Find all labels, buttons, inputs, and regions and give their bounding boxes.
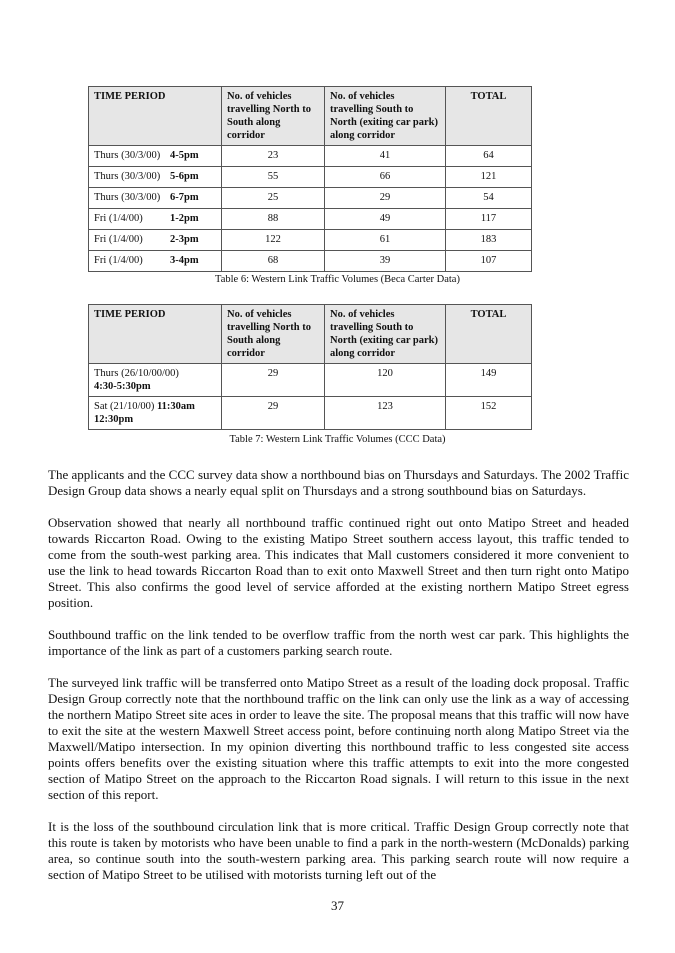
header-north-to-south: No. of vehicles travelling North to South along corridor bbox=[222, 87, 325, 146]
total-count: 54 bbox=[446, 188, 532, 209]
paragraph: It is the loss of the southbound circulation link that is more critical. Traffic Design Group correctly note that this route is taken by motorists who have been unable to find a park in the north-western (McDonalds) parking area, so continue south into the south-western parking area. This parking search route will now require a section of Matipo Street to be utilised with motorists turning left out of the bbox=[48, 819, 629, 882]
time-period-cell bbox=[89, 397, 222, 430]
time-period-cell bbox=[89, 209, 222, 230]
day-label: Sat (21/10/00) bbox=[94, 401, 155, 412]
header-north-to-south: No. of vehicles travelling North to South along corridor bbox=[222, 305, 325, 364]
time-label: 1-2pm bbox=[170, 213, 199, 224]
table-row bbox=[89, 188, 532, 209]
time-label: 11:30am 12:30pm bbox=[94, 401, 195, 425]
day-label: Thurs (30/3/00) bbox=[94, 150, 161, 161]
paragraph: Southbound traffic on the link tended to be overflow traffic from the north west car park. This highlights the importance of the link as part of a customers parking search route. bbox=[48, 627, 629, 658]
table-header-row bbox=[89, 305, 532, 364]
time-period-cell bbox=[89, 188, 222, 209]
day-label: Fri (1/4/00) bbox=[94, 234, 143, 245]
day-label: Fri (1/4/00) bbox=[94, 213, 143, 224]
total-count: 183 bbox=[446, 230, 532, 251]
day-label: Thurs (26/10/00/00) bbox=[94, 368, 179, 379]
paragraph: The surveyed link traffic will be transferred onto Matipo Street as a result of the loading dock proposal. Traffic Design Group correctly note that the northbound traffic on the link can only use the link as a way of accessing the northern Matipo Street site aces in order to leave the site. The proposal means that this traffic will now have to exit the site at the western Maxwell Street access point, before continuing north along Matipo Street via the Maxwell/Matipo intersection. In my opinion diverting this northbound traffic to less congested site access points offers benefits over the existing situation where this traffic attempts to exit into the more congested section of Matipo Street on the approach to the Riccarton Road signals. I will return to this issue in the next section of this report. bbox=[48, 675, 629, 802]
table-row bbox=[89, 251, 532, 272]
south-to-north-count: 49 bbox=[325, 209, 446, 230]
time-label: 6-7pm bbox=[170, 192, 199, 203]
header-south-to-north: No. of vehicles travelling South to North (exiting car park) along corridor bbox=[325, 305, 446, 364]
table-6-caption: Table 6: Western Link Traffic Volumes (Beca Carter Data) bbox=[215, 274, 460, 285]
header-total: TOTAL bbox=[446, 87, 532, 146]
table-row bbox=[89, 209, 532, 230]
time-period-cell bbox=[89, 167, 222, 188]
table-header-row bbox=[89, 87, 532, 146]
western-link-traffic-table-ccc bbox=[88, 304, 532, 430]
table-row bbox=[89, 167, 532, 188]
total-count: 152 bbox=[446, 397, 532, 430]
time-label: 4-5pm bbox=[170, 150, 199, 161]
south-to-north-count: 66 bbox=[325, 167, 446, 188]
time-period-cell bbox=[89, 251, 222, 272]
north-to-south-count: 23 bbox=[222, 146, 325, 167]
western-link-traffic-table-beca bbox=[88, 86, 532, 272]
day-label: Thurs (30/3/00) bbox=[94, 171, 161, 182]
time-label: 3-4pm bbox=[170, 255, 199, 266]
time-period-cell bbox=[89, 364, 222, 397]
body-text bbox=[48, 467, 629, 899]
south-to-north-count: 29 bbox=[325, 188, 446, 209]
total-count: 149 bbox=[446, 364, 532, 397]
north-to-south-count: 29 bbox=[222, 397, 325, 430]
north-to-south-count: 68 bbox=[222, 251, 325, 272]
day-label: Thurs (30/3/00) bbox=[94, 192, 161, 203]
paragraph: Observation showed that nearly all northbound traffic continued right out onto Matipo Street and headed towards Riccarton Road. Owing to the existing Matipo Street southern access layout, this traffic tended to come from the south-west parking area. This indicates that Mall customers considered it more convenient to use the link to head towards Riccarton Road than to exit onto Maxwell Street and then turn right onto Matipo Street. This also confirms the good level of service afforded at the existing northern Matipo Street egress position. bbox=[48, 515, 629, 610]
table-row bbox=[89, 146, 532, 167]
header-total: TOTAL bbox=[446, 305, 532, 364]
north-to-south-count: 122 bbox=[222, 230, 325, 251]
north-to-south-count: 88 bbox=[222, 209, 325, 230]
south-to-north-count: 39 bbox=[325, 251, 446, 272]
time-label: 4:30-5:30pm bbox=[94, 381, 151, 392]
table-7-caption: Table 7: Western Link Traffic Volumes (CCC Data) bbox=[229, 434, 446, 445]
table-row bbox=[89, 364, 532, 397]
total-count: 117 bbox=[446, 209, 532, 230]
total-count: 107 bbox=[446, 251, 532, 272]
south-to-north-count: 41 bbox=[325, 146, 446, 167]
south-to-north-count: 123 bbox=[325, 397, 446, 430]
south-to-north-count: 61 bbox=[325, 230, 446, 251]
page-number: 37 bbox=[331, 898, 344, 913]
time-period-cell bbox=[89, 230, 222, 251]
header-time-period: TIME PERIOD bbox=[89, 87, 222, 146]
north-to-south-count: 55 bbox=[222, 167, 325, 188]
time-period-cell bbox=[89, 146, 222, 167]
time-label: 5-6pm bbox=[170, 171, 199, 182]
south-to-north-count: 120 bbox=[325, 364, 446, 397]
header-south-to-north: No. of vehicles travelling South to North (exiting car park) along corridor bbox=[325, 87, 446, 146]
paragraph: The applicants and the CCC survey data show a northbound bias on Thursdays and Saturdays. The 2002 Traffic Design Group data shows a nearly equal split on Thursdays and a strong southbound bias on Saturdays. bbox=[48, 467, 629, 498]
table-row bbox=[89, 397, 532, 430]
table-row bbox=[89, 230, 532, 251]
day-label: Fri (1/4/00) bbox=[94, 255, 143, 266]
header-time-period: TIME PERIOD bbox=[89, 305, 222, 364]
total-count: 121 bbox=[446, 167, 532, 188]
north-to-south-count: 29 bbox=[222, 364, 325, 397]
time-label: 2-3pm bbox=[170, 234, 199, 245]
north-to-south-count: 25 bbox=[222, 188, 325, 209]
total-count: 64 bbox=[446, 146, 532, 167]
